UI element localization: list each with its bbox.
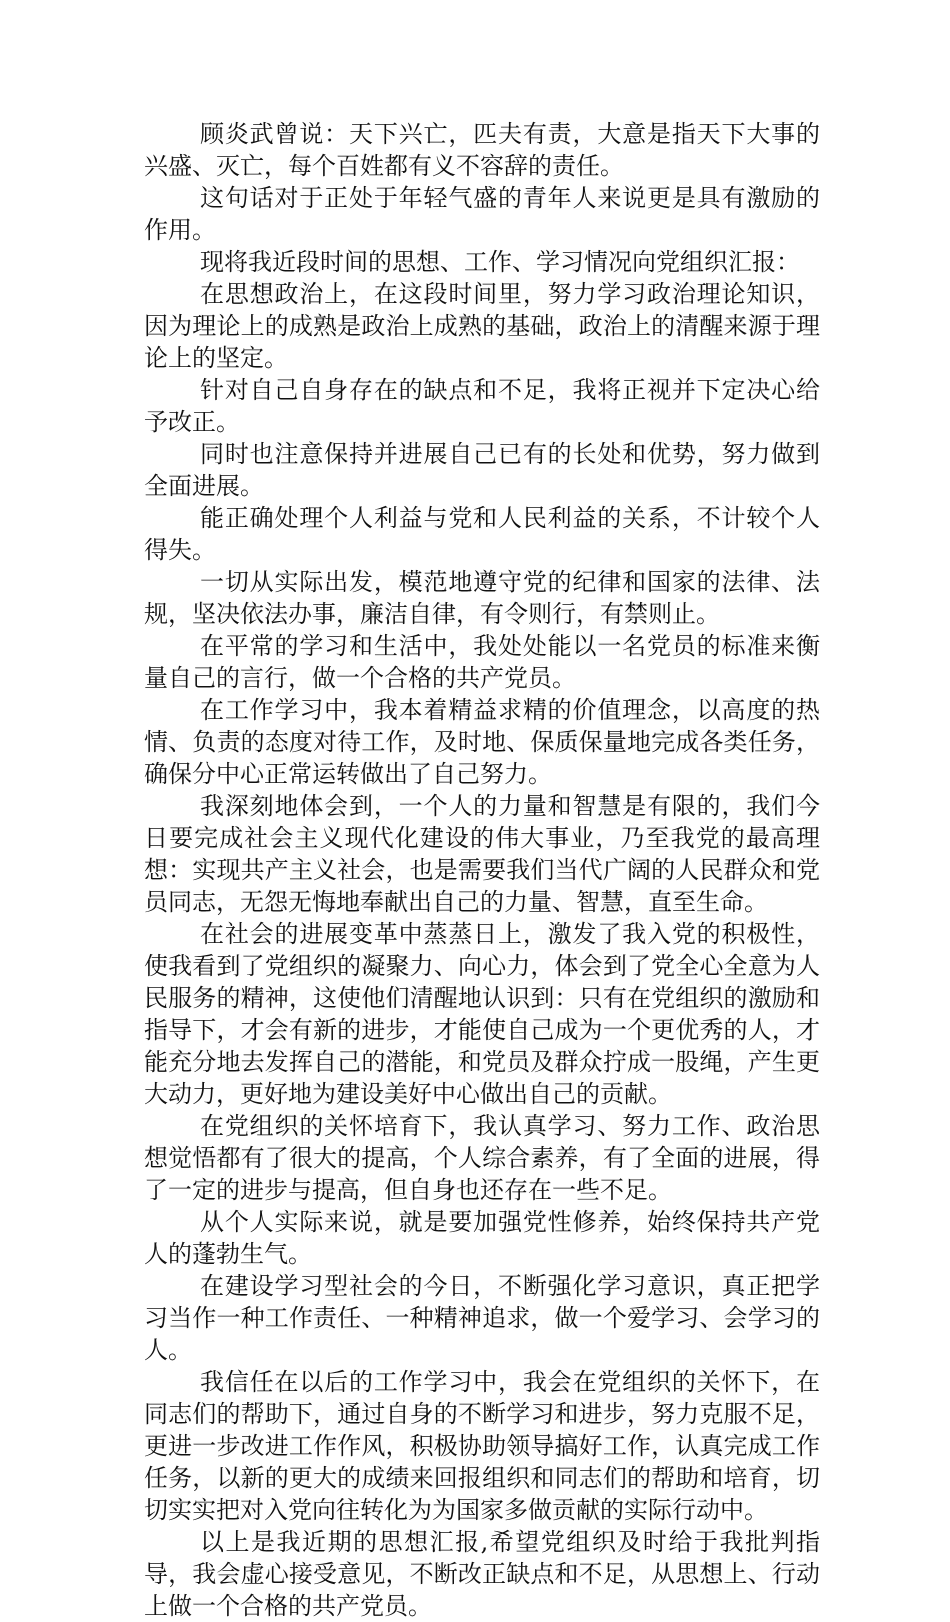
paragraph: 我信任在以后的工作学习中，我会在党组织的关怀下，在同志们的帮助下，通过自身的不断学习和进步，努力克服不足，更进一步改进工作作风，积极协助领导搞好工作，认真完成工作任务，以新的更大的成绩来回报组织和同志们的帮助和培育，切切实实把对入党向往转化为为国家多做贡献的实际行动中。 (144, 1368, 820, 1524)
paragraph: 在思想政治上，在这段时间里，努力学习政治理论知识，因为理论上的成熟是政治上成熟的基础，政治上的清醒来源于理论上的坚定。 (144, 280, 820, 372)
paragraph: 针对自己自身存在的缺点和不足，我将正视并下定决心给予改正。 (144, 376, 820, 436)
paragraph: 在平常的学习和生活中，我处处能以一名党员的标准来衡量自己的言行，做一个合格的共产党员。 (144, 632, 820, 692)
paragraph: 在社会的进展变革中蒸蒸日上，激发了我入党的积极性，使我看到了党组织的凝聚力、向心力，体会到了党全心全意为人民服务的精神，这使他们清醒地认识到：只有在党组织的激励和指导下，才会有新的进步，才能使自己成为一个更优秀的人，才能充分地去发挥自己的潜能，和党员及群众拧成一股绳，产生更大动力，更好地为建设美好中心做出自己的贡献。 (144, 920, 820, 1108)
paragraph: 这句话对于正处于年轻气盛的青年人来说更是具有激励的作用。 (144, 184, 820, 244)
paragraph: 以上是我近期的思想汇报,希望党组织及时给于我批判指导，我会虚心接受意见，不断改正缺点和不足，从思想上、行动上做一个合格的共产党员。 (144, 1528, 820, 1620)
paragraph: 顾炎武曾说：天下兴亡，匹夫有责，大意是指天下大事的兴盛、灭亡，每个百姓都有义不容辞的责任。 (144, 120, 820, 180)
paragraph: 我深刻地体会到，一个人的力量和智慧是有限的，我们今日要完成社会主义现代化建设的伟大事业，乃至我党的最高理想：实现共产主义社会，也是需要我们当代广阔的人民群众和党员同志，无怨无悔地奉献出自己的力量、智慧，直至生命。 (144, 792, 820, 916)
paragraph: 现将我近段时间的思想、工作、学习情况向党组织汇报： (200, 248, 800, 276)
paragraph: 能正确处理个人利益与党和人民利益的关系，不计较个人得失。 (144, 504, 820, 564)
document-body (144, 118, 820, 1622)
paragraph: 在建设学习型社会的今日，不断强化学习意识，真正把学习当作一种工作责任、一种精神追求，做一个爱学习、会学习的人。 (144, 1272, 820, 1364)
paragraph: 一切从实际出发，模范地遵守党的纪律和国家的法律、法规，坚决依法办事，廉洁自律，有令则行，有禁则止。 (144, 568, 820, 628)
paragraph: 在工作学习中，我本着精益求精的价值理念，以高度的热情、负责的态度对待工作，及时地、保质保量地完成各类任务，确保分中心正常运转做出了自己努力。 (144, 696, 820, 788)
paragraph: 在党组织的关怀培育下，我认真学习、努力工作、政治思想觉悟都有了很大的提高，个人综合素养，有了全面的进展，得了一定的进步与提高，但自身也还存在一些不足。 (144, 1112, 820, 1204)
paragraph: 从个人实际来说，就是要加强党性修养，始终保持共产党人的蓬勃生气。 (144, 1208, 820, 1268)
paragraph: 同时也注意保持并进展自己已有的长处和优势，努力做到全面进展。 (144, 440, 820, 500)
